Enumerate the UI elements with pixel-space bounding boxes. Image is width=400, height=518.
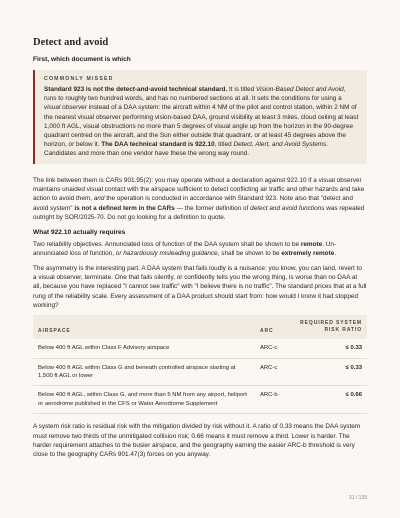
- risk-ratio-table: [33, 315, 367, 414]
- text: , shall be shown to be: [217, 250, 282, 258]
- text-strong: extremely remote: [281, 250, 335, 258]
- callout-text: [44, 85, 359, 159]
- callout-span: It is titled: [227, 86, 257, 93]
- text-emphasis: and: [93, 195, 105, 203]
- cell-ratio: ≤ 0.33: [295, 339, 367, 358]
- header-ratio: [295, 315, 367, 339]
- cell-arc: ARC-c: [255, 339, 295, 358]
- text-strong: is not a defined term in the CARs: [74, 204, 175, 212]
- cell-ratio: ≤ 0.33: [295, 358, 367, 386]
- callout-lead: Standard 923 is not the detect-and-avoid technical standard.: [44, 86, 228, 93]
- header-airspace: AIRSPACE: [33, 315, 255, 339]
- table-row: [33, 339, 367, 358]
- cell-ratio: ≤ 0.66: [295, 386, 367, 414]
- cell-arc: ARC-c: [255, 358, 295, 386]
- text-strong: remote: [300, 241, 323, 249]
- text: was repealed outright by SOR/2025-70. Do not go looking for a definition to quote.: [33, 204, 365, 221]
- text: The link between them is CARs 901.95(2): you may operate without a declaration against 922.10 if a visual observer maintains unaided visual contact with the airspace sufficient to detect conflicting air traffic and other hazards and take action to avoid them,: [33, 176, 365, 203]
- cell-airspace: Below 400 ft AGL within Class G and beneath controlled airspace starting at 1,500 ft AGL or lower: [33, 358, 255, 386]
- header-ratio-line2: RISK RATIO: [324, 327, 362, 334]
- cell-arc: ARC-b: [255, 386, 295, 414]
- header-ratio-line1: REQUIRED SYSTEM: [300, 320, 362, 327]
- text: . Un-annunciated loss of function,: [33, 241, 337, 258]
- text-emphasis: or hazardously misleading guidance: [115, 250, 218, 258]
- text: — the former definition of: [174, 204, 251, 212]
- paragraph-link: [33, 176, 367, 222]
- callout-title-922: Detect, Alert, and Avoid Systems: [233, 141, 327, 149]
- callout-visual-observer: visual observer: [44, 104, 87, 112]
- callout-span: , titled: [214, 141, 234, 149]
- table-header-row: [33, 315, 367, 339]
- text: the operation is conducted in accordance with Standard 923. Note also that "detect and avoid system": [33, 195, 353, 212]
- header-arc: ARC: [255, 315, 295, 339]
- paragraph-reliability: [33, 240, 367, 259]
- text: Two reliability objectives. Annunciated loss of function of the DAA system shall be shown to be: [33, 241, 301, 249]
- text: .: [334, 250, 337, 258]
- callout-daa-standard: The DAA technical standard is 922.10: [101, 141, 215, 149]
- subheading: First, which document is which: [33, 56, 131, 63]
- text-emphasis: detect and avoid functions: [250, 204, 325, 212]
- cell-airspace: Below 400 ft AGL within Class F Advisory airspace: [33, 339, 255, 358]
- paragraph-asymmetry: The asymmetry is the interesting part. A DAA system that fails loudly is a nuisance: you know, you can land, revert to a visual observer, terminate. One that fails silently, or confidently tells you the wrong thing, is worse than no DAA at all, because you have replaced "I cannot see traffic" with "I believe there is no traffic". The standard prices that at a full rung of the reliability scale. Every assessment of a DAA product should start from: how would I know it had stopped working?: [33, 264, 367, 309]
- commonly-missed-callout: [33, 70, 367, 164]
- callout-span: instead of a DAA system: the aircraft within 4 NM of the pilot and control station, within 2 NM of the nearest visual observer performing vision-based DAA, ground visibility at least 3 miles, cloud ceiling at least 1,000 ft AGL, visual obstructions no more than 5 degrees of visual angle up from the horizon in the 90-degree quadrant centred on the aircraft, and the Sun either outside that quadrant, or at least 45 degrees above the horizon, or below it.: [44, 104, 359, 149]
- table-row: [33, 386, 367, 414]
- callout-span: . Candidates and more than one vendor have these the wrong way round.: [44, 141, 329, 158]
- callout-title-923: Vision-Based Detect and Avoid: [256, 86, 344, 93]
- table-row: [33, 358, 367, 386]
- section-heading: What 922.10 actually requires: [33, 229, 126, 237]
- callout-label: COMMONLY MISSED: [44, 76, 114, 82]
- cell-airspace: Below 400 ft AGL, within Class G, and more than 5 NM from any airport, heliport or aerodrome published in the CFS or Water Aerodrome Supplement: [33, 386, 255, 414]
- callout-span: , runs to roughly two hundred words, and has no numbered sections at all. It sets the conditions for using a: [44, 86, 346, 103]
- page-title: Detect and avoid: [33, 37, 109, 48]
- page-number: 31 / 139: [348, 495, 367, 501]
- paragraph-ratio-explanation: A system risk ratio is residual risk with the mitigation divided by risk without it. A ratio of 0.33 means the DAA system must remove two thirds of the unmitigated collision risk; 0.66 means it must remove a third. Lower is harder. The harder requirement attaches to the busier airspace, and the geography earning the easier ARC-b threshold is very close to the geography CARs 901.47(3) forces on you anyway.: [33, 423, 361, 459]
